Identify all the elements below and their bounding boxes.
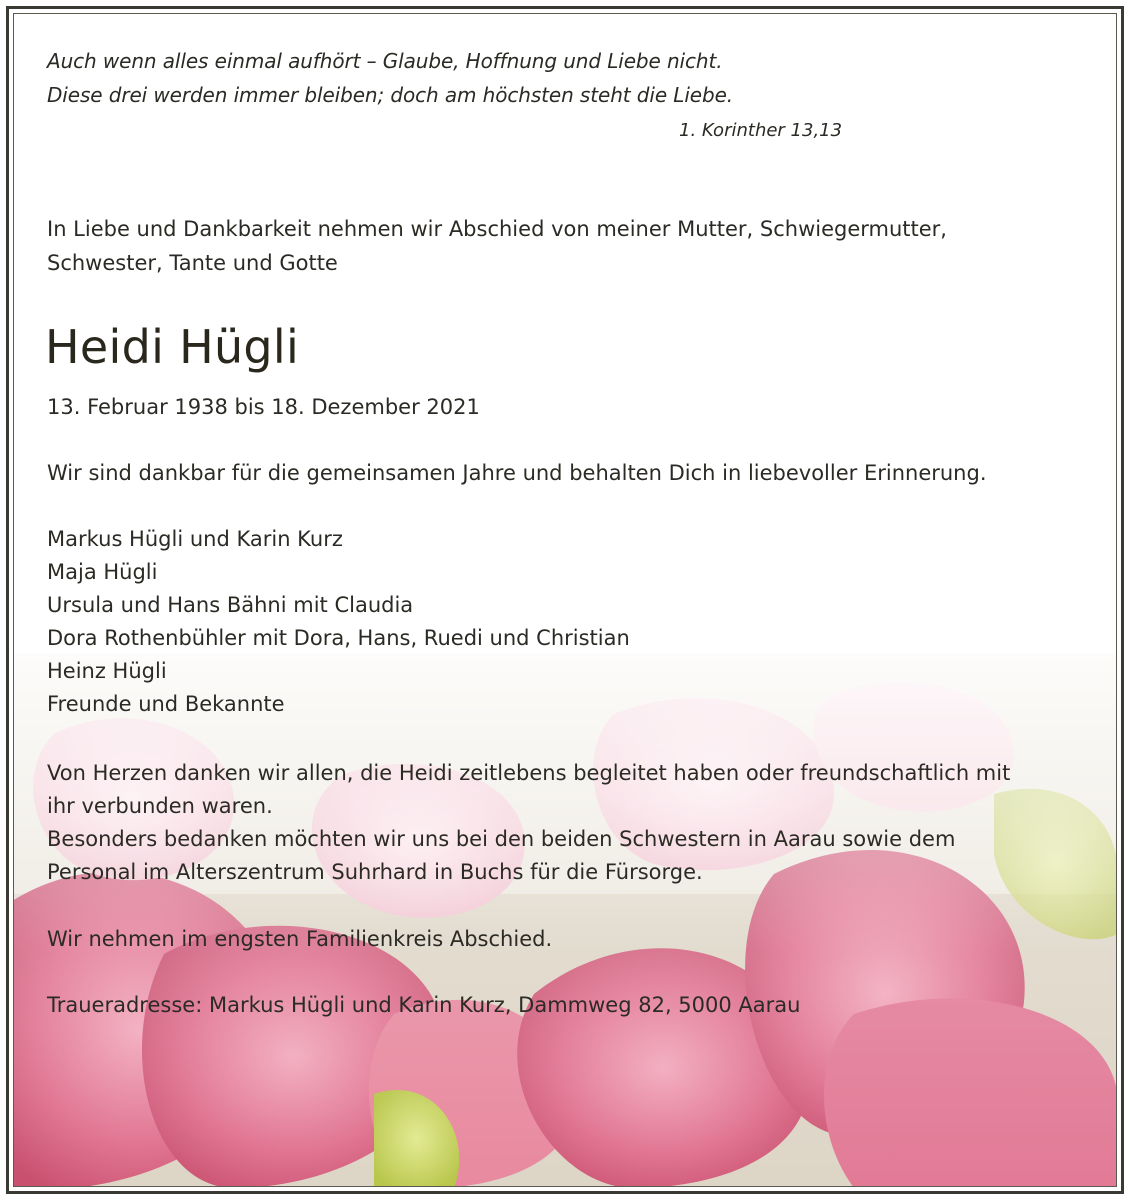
intro-line-1: In Liebe und Dankbarkeit nehmen wir Abschied von meiner Mutter, Schwiegermutter, [47, 217, 947, 241]
mourner-item: Heinz Hügli [47, 659, 167, 683]
notice-card [13, 13, 1117, 1187]
farewell-text: Wir nehmen im engsten Familienkreis Abschied. [47, 927, 553, 951]
mourning-address: Traueradresse: Markus Hügli und Karin Kurz, Dammweg 82, 5000 Aarau [47, 993, 801, 1017]
verse-reference: 1. Korinther 13,13 [679, 120, 843, 141]
deceased-name: Heidi Hügli [45, 320, 300, 374]
verse-line-1: Auch wenn alles einmal aufhört – Glaube, Hoffnung und Liebe nicht. [47, 49, 723, 73]
thanks-line-4: Personal im Alterszentrum Suhrhard in Buchs für die Fürsorge. [47, 860, 703, 884]
gratitude-text: Wir sind dankbar für die gemeinsamen Jahre und behalten Dich in liebevoller Erinnerung. [47, 461, 987, 485]
mourner-item: Markus Hügli und Karin Kurz [47, 527, 343, 551]
thanks-line-2: ihr verbunden waren. [47, 794, 273, 818]
verse-line-2: Diese drei werden immer bleiben; doch am höchsten steht die Liebe. [47, 83, 734, 107]
thanks-line-1: Von Herzen danken wir allen, die Heidi zeitlebens begleitet haben oder freundschaftlich mit [47, 761, 1011, 785]
notice-content [14, 14, 1117, 1187]
mourner-item: Dora Rothenbühler mit Dora, Hans, Ruedi und Christian [47, 626, 630, 650]
intro-line-2: Schwester, Tante und Gotte [47, 251, 338, 275]
mourner-item: Freunde und Bekannte [47, 692, 285, 716]
mourner-item: Maja Hügli [47, 560, 158, 584]
life-dates: 13. Februar 1938 bis 18. Dezember 2021 [47, 395, 480, 419]
thanks-line-3: Besonders bedanken möchten wir uns bei den beiden Schwestern in Aarau sowie dem [47, 827, 956, 851]
mourner-item: Ursula und Hans Bähni mit Claudia [47, 593, 414, 617]
